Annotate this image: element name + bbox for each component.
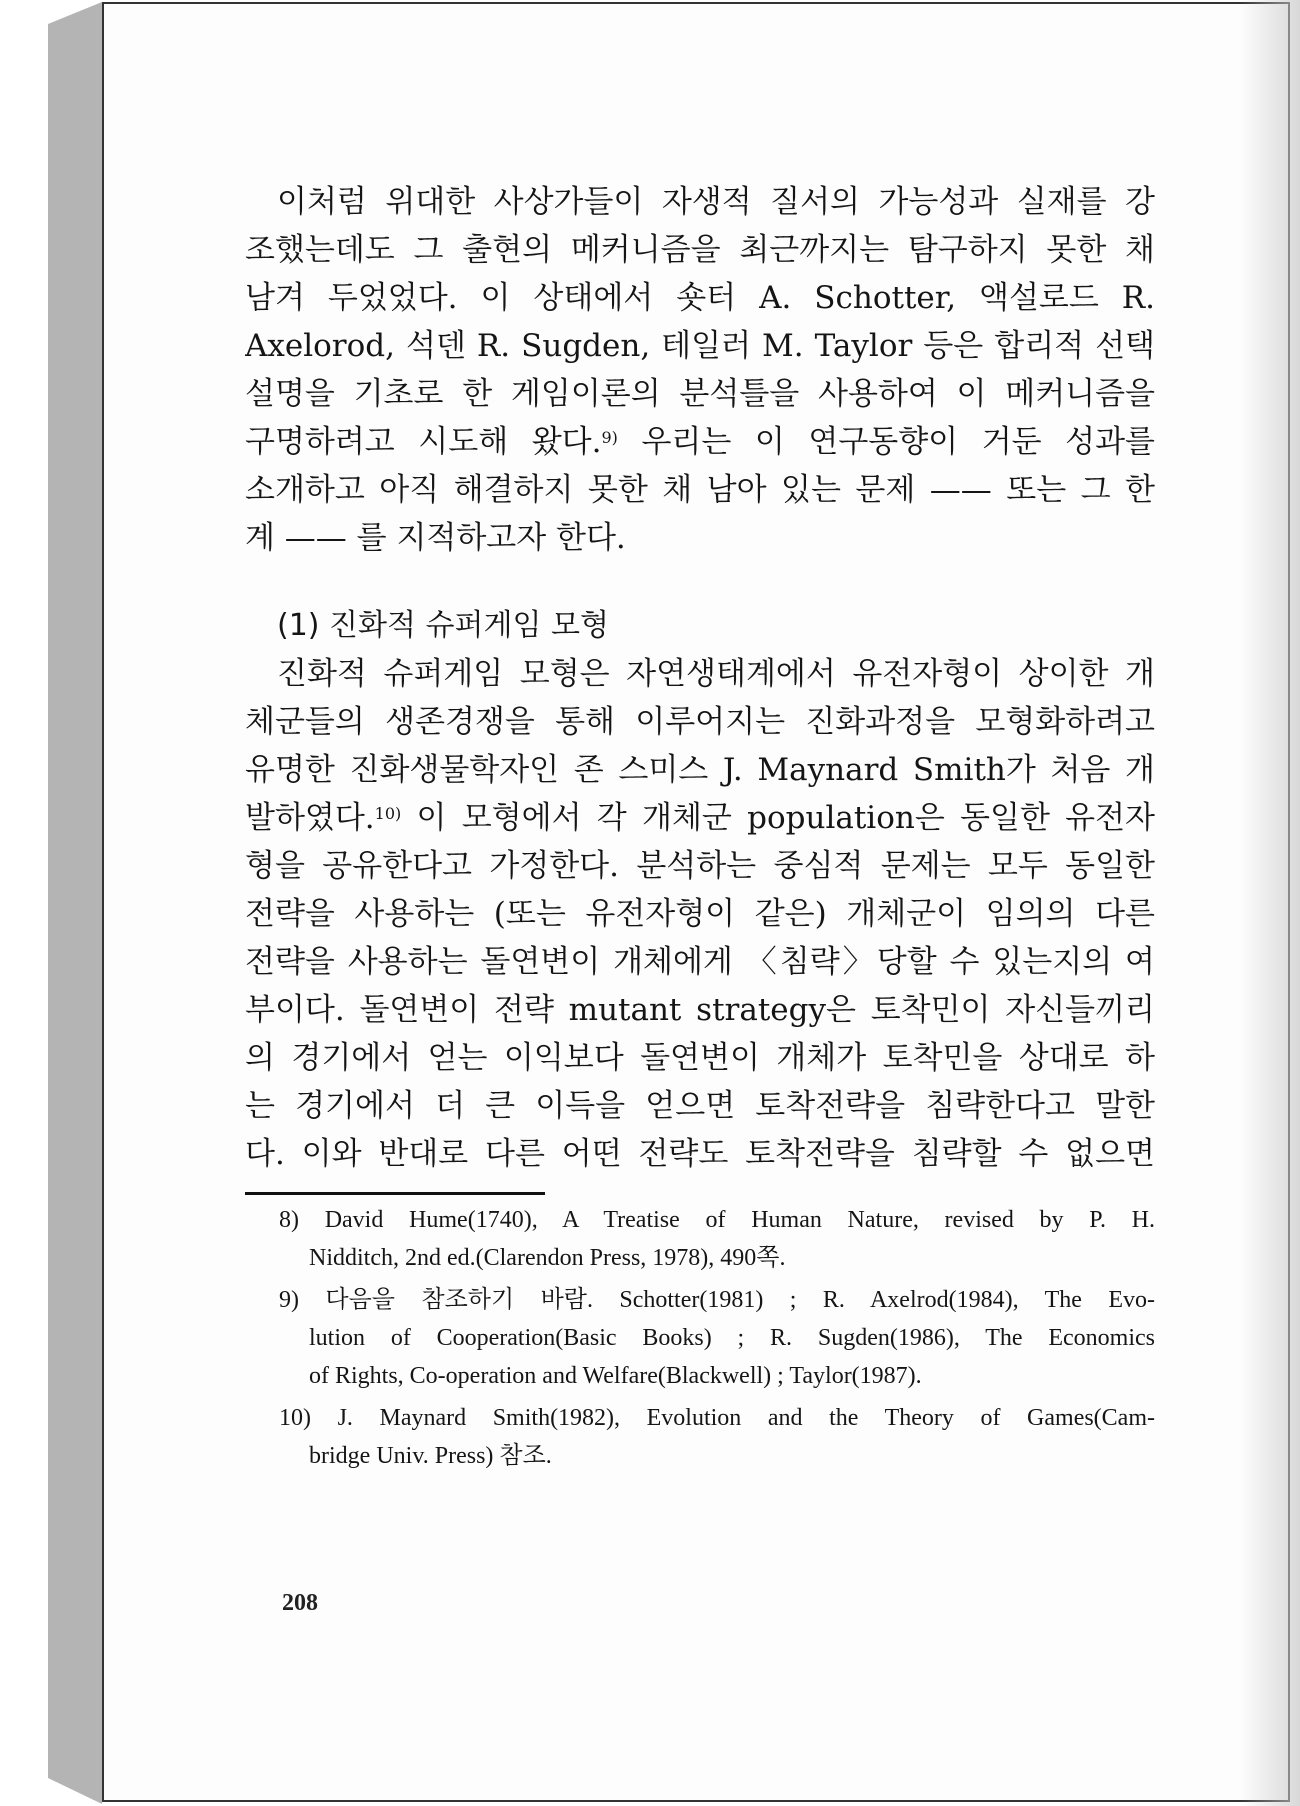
text-line: 전략을 사용하는 (또는 유전자형이 같은) 개체군이 임의의 다른 (245, 896, 1155, 932)
footnote-10 (279, 1399, 1155, 1475)
text-line: 진화적 슈퍼게임 모형은 자연생태계에서 유전자형이 상이한 개 (277, 656, 1155, 692)
text-line: 계 —— 를 지적하고자 한다. (245, 520, 626, 556)
text-line: 유명한 진화생물학자인 존 스미스 J. Maynard Smith가 처음 개 (245, 752, 1155, 788)
footnote-line: Nidditch, 2nd ed.(Clarendon Press, 1978), 490쪽. (309, 1245, 786, 1271)
text-segment: 발하였다. (245, 800, 375, 836)
page-edge-shadow (1240, 0, 1300, 1806)
footnote-ref-9[interactable]: 9) (601, 428, 618, 447)
text-line (245, 418, 1155, 466)
text-line: Axelorod, 석덴 R. Sugden, 테일러 M. Taylor 등은 합리적 선택 (245, 328, 1155, 364)
footnote-line: of Rights, Co-operation and Welfare(Blackwell) ; Taylor(1987). (309, 1363, 922, 1389)
text-line: 체군들의 생존경쟁을 통해 이루어지는 진화과정을 모형화하려고 (245, 704, 1155, 740)
text-segment: 구명하려고 시도해 왔다. (245, 424, 602, 460)
text-line: 의 경기에서 얻는 이익보다 돌연변이 개체가 토착민을 상대로 하 (245, 1040, 1155, 1076)
page-content (245, 178, 1155, 1479)
paragraph-1 (245, 178, 1155, 562)
footnote-line: lution of Cooperation(Basic Books) ; R. Sugden(1986), The Economics (309, 1325, 1155, 1351)
text-line: 부이다. 돌연변이 전략 mutant strategy은 토착민이 자신들끼리 (245, 992, 1155, 1028)
text-line: 형을 공유한다고 가정한다. 분석하는 중심적 문제는 모두 동일한 (245, 848, 1155, 884)
text-segment: 우리는 이 연구동향이 거둔 성과를 (641, 424, 1155, 460)
footnote-divider (245, 1192, 545, 1195)
text-line: 남겨 두었었다. 이 상태에서 숏터 A. Schotter, 액설로드 R. (245, 280, 1155, 316)
footnote-line: bridge Univ. Press) 참조. (309, 1443, 552, 1469)
text-line: 소개하고 아직 해결하지 못한 채 남아 있는 문제 —— 또는 그 한 (245, 472, 1155, 508)
footnote-ref-10[interactable]: 10) (374, 804, 402, 823)
footnote-line: 9) 다음을 참조하기 바람. Schotter(1981) ; R. Axelrod(1984), The Evo- (279, 1287, 1155, 1313)
footnote-8 (279, 1201, 1155, 1277)
footnote-line: 8) David Hume(1740), A Treatise of Human Nature, revised by P. H. (279, 1207, 1155, 1233)
text-line (245, 794, 1155, 842)
text-line: 이처럼 위대한 사상가들이 자생적 질서의 가능성과 실재를 강 (277, 184, 1155, 220)
text-segment: 이 모형에서 각 개체군 population은 동일한 유전자 (416, 800, 1155, 836)
footnotes (279, 1201, 1155, 1475)
paragraph-2 (245, 650, 1155, 1178)
section-heading: (1) 진화적 슈퍼게임 모형 (277, 608, 609, 643)
book-spine (48, 2, 102, 1804)
text-line: 설명을 기초로 한 게임이론의 분석틀을 사용하여 이 메커니즘을 (245, 376, 1155, 412)
footnote-9 (279, 1281, 1155, 1395)
page-number: 208 (282, 1590, 318, 1616)
footnote-line: 10) J. Maynard Smith(1982), Evolution and the Theory of Games(Cam- (279, 1405, 1155, 1431)
text-line: 다. 이와 반대로 다른 어떤 전략도 토착전략을 침략할 수 없으면 (245, 1136, 1155, 1172)
text-line: 조했는데도 그 출현의 메커니즘을 최근까지는 탐구하지 못한 채 (245, 232, 1155, 268)
text-line: 전략을 사용하는 돌연변이 개체에게 〈침략〉당할 수 있는지의 여 (245, 944, 1155, 980)
text-line: 는 경기에서 더 큰 이득을 얻으면 토착전략을 침략한다고 말한 (245, 1088, 1155, 1124)
